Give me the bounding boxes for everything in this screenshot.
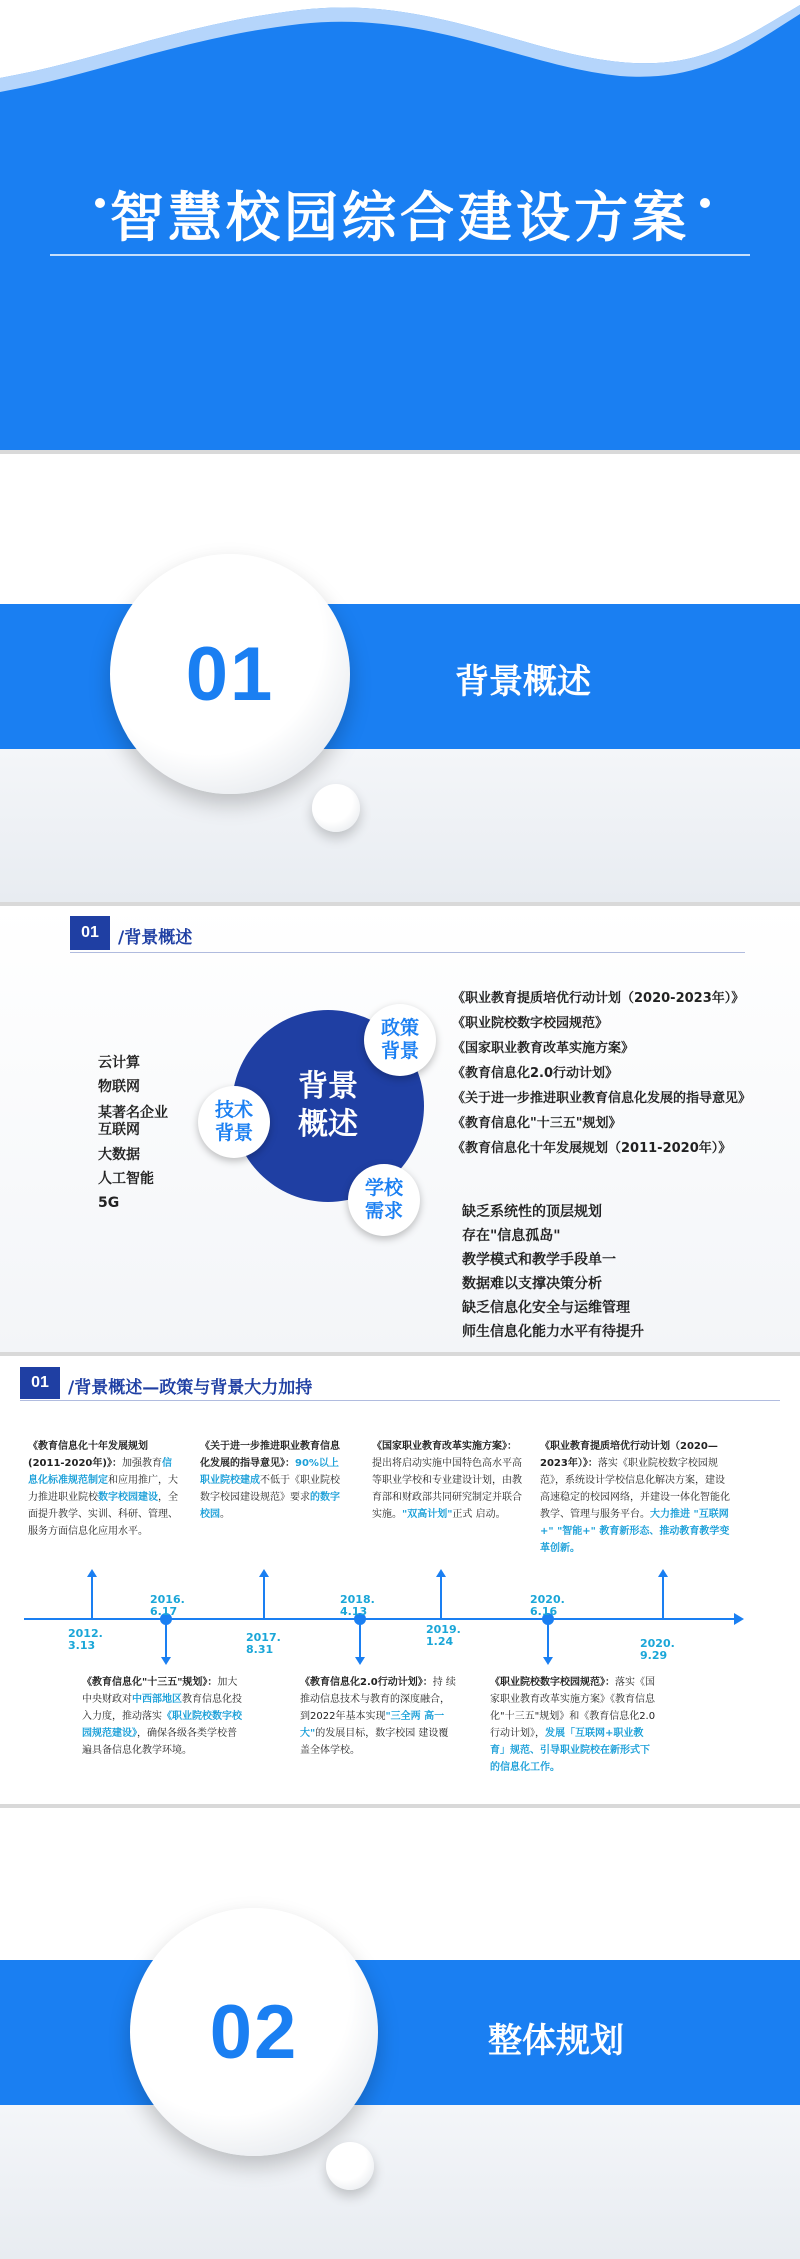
marker-stem [165, 1619, 167, 1659]
note-highlight: "三全两 高一大" [300, 1711, 445, 1739]
policy-item: 《关于进一步推进职业教育信息化发展的指导意见》 [452, 1091, 752, 1106]
timeline-date: 2020.9.29 [640, 1637, 675, 1662]
note-text: 的发展目标，数字校园 建设覆盖全体学校。 [300, 1728, 449, 1756]
section-band [0, 1960, 800, 2105]
section-title: 整体规划 [488, 2021, 624, 2061]
policy-note-bottom [82, 1674, 242, 1759]
marker-arrow-up [259, 1569, 269, 1577]
cover-slide [0, 0, 800, 450]
policy-item: 《教育信息化十年发展规划（2011-2020年）》 [452, 1141, 732, 1156]
tech-circle-line: 技术 [214, 1099, 253, 1121]
note-highlight: 的数字 校园 [200, 1492, 340, 1520]
marker-arrow-down [355, 1657, 365, 1665]
note-title: 《教育信息化"十三五"规划》： [82, 1677, 218, 1688]
decor-small-circle [326, 2142, 374, 2190]
tech-item: 互联网 [98, 1122, 140, 1138]
tech-item: 大数据 [98, 1147, 140, 1163]
tech-item: 人工智能 [98, 1171, 154, 1187]
policy-note-bottom [490, 1674, 658, 1776]
marker-arrow-up [436, 1569, 446, 1577]
note-title: 《国家职业教育改革实施方案》： [372, 1441, 517, 1452]
section-slide-02 [0, 1808, 800, 2259]
school-needs-circle [348, 1164, 420, 1236]
section-number: 01 [185, 631, 275, 717]
section-background [0, 2105, 800, 2259]
section-title: 背景概述 [455, 662, 591, 702]
school-circle-line: 学校 [364, 1177, 403, 1199]
note-text: 持 续推动信息技术与教育的深度融合，到2022年基本实现 [300, 1677, 456, 1722]
policy-item: 《国家职业教育改革实施方案》 [452, 1041, 635, 1056]
note-text: 加强教育 [121, 1458, 162, 1469]
note-text: 落实《职业院校数字校园规范》，系统设计学校信息化解决方案，建设高速稳定的校园网络，并建设一体化智能化教学、管理与服务平台。 [540, 1458, 730, 1520]
policy-note-top [540, 1438, 730, 1557]
marker-arrow-up [87, 1569, 97, 1577]
timeline-date: 2018.4.13 [340, 1593, 375, 1618]
header-number-box: 01 [70, 916, 110, 950]
note-highlight: 信息化标准规范制定 [28, 1458, 172, 1486]
tech-item: 物联网 [98, 1079, 140, 1095]
policy-timeline-slide [0, 1356, 800, 1804]
title-underline [50, 254, 750, 256]
section-number: 02 [209, 1989, 299, 2075]
header-title: /背景概述—政策与背景大力加持 [68, 1378, 313, 1398]
note-title: 《教育信息化十年发展规划 (2011-2020年)》： [28, 1441, 148, 1469]
policy-background-circle [364, 1004, 436, 1076]
note-text: 正式 启动。 [452, 1509, 506, 1520]
note-text: 加大中央财政对 [82, 1677, 238, 1705]
section-background [0, 749, 800, 902]
marker-stem [91, 1576, 93, 1618]
policy-note-bottom [300, 1674, 458, 1759]
tech-item: 云计算 [98, 1055, 140, 1071]
issue-item: 教学模式和教学手段单一 [462, 1252, 616, 1268]
center-label-line: 背景 [298, 1069, 358, 1104]
marker-arrow-up [658, 1569, 668, 1577]
decor-small-circle [312, 784, 360, 832]
issue-item: 缺乏系统性的顶层规划 [462, 1204, 602, 1220]
note-highlight: 数字校园建设 [98, 1492, 158, 1503]
issue-item: 师生信息化能力水平有待提升 [462, 1324, 644, 1340]
note-highlight: 《职业院校数字校园规范建设》 [82, 1711, 242, 1739]
marker-stem [359, 1619, 361, 1659]
note-title: 《教育信息化2.0行动计划》： [300, 1677, 433, 1688]
timeline-arrow [734, 1613, 744, 1625]
timeline-date: 2017.8.31 [246, 1631, 281, 1656]
note-text: 不低于《职业院校 数字校园建设规范》要求 [200, 1475, 340, 1503]
section-number-circle [110, 554, 350, 794]
background-overview-slide [0, 906, 800, 1352]
note-highlight: 90%以上 职业院校建成 [200, 1458, 339, 1486]
note-text: ，全面提升教学、实训、科研、管理、服务方面信息化应用水平。 [28, 1492, 178, 1537]
note-title: 《关于进一步推进职业教育信息化发展的指导意见》： [200, 1441, 340, 1469]
note-title: 《职业院校数字校园规范》： [490, 1677, 615, 1688]
policy-item: 《教育信息化2.0行动计划》 [452, 1066, 619, 1081]
tech-list [98, 1051, 168, 1215]
issue-list [462, 1200, 644, 1344]
note-text: 。 [220, 1509, 230, 1520]
center-label-line: 概述 [298, 1107, 358, 1142]
note-text: 落实《国家职业教育改革实施方案》《教育信息化"十三五"规划》和《教育信息化2.0行动计划》， [490, 1677, 656, 1739]
timeline-date: 2016.6.17 [150, 1593, 185, 1618]
note-highlight: 发展「互联网+职业教育」规范、引导职业院校在新形式下的信息化工作。 [490, 1728, 650, 1773]
policy-item: 《职业院校数字校园规范》 [452, 1016, 609, 1031]
note-text: 和应用推广，大力推进职业院校 [28, 1475, 178, 1503]
timeline-date: 2020.6.16 [530, 1593, 565, 1618]
school-circle-line: 需求 [364, 1200, 403, 1222]
policy-note-top [200, 1438, 348, 1523]
marker-stem [547, 1619, 549, 1659]
header-title: /背景概述 [118, 928, 193, 948]
note-highlight: 中西部地区 [132, 1694, 182, 1705]
policy-note-top [372, 1438, 522, 1523]
header-line [20, 1400, 780, 1401]
tech-item: 5G [98, 1195, 120, 1211]
note-text: ，确保各级各类学校普遍具备信息化教学环境。 [82, 1728, 237, 1756]
policy-circle-line: 政策 [380, 1017, 419, 1039]
section-slide-01 [0, 454, 800, 902]
policy-note-top [28, 1438, 178, 1540]
marker-arrow-down [161, 1657, 171, 1665]
marker-stem [662, 1576, 664, 1618]
note-highlight: 大力推进 "互联网+" "智能+" 教育新形态、推动教育教学变革创新。 [540, 1509, 730, 1554]
title-dot-right [700, 198, 710, 208]
policy-item: 《职业教育提质培优行动计划（2020-2023年）》 [452, 991, 745, 1006]
marker-arrow-down [543, 1657, 553, 1665]
note-title: 《职业教育提质培优行动计划（2020—2023年）》： [540, 1441, 718, 1469]
section-number-circle [130, 1908, 378, 2156]
issue-item: 缺乏信息化安全与运维管理 [462, 1300, 630, 1316]
tech-item: 某著名企业 [98, 1105, 168, 1121]
policy-item: 《教育信息化"十三五"规划》 [452, 1116, 622, 1131]
note-text: 提出将启动实施中国特色高水平高等职业学校和专业建设计划，由教育部和财政部共同研究制定并联合实施。 [372, 1458, 522, 1520]
tech-background-circle [198, 1086, 270, 1158]
timeline-date: 2019.1.24 [426, 1623, 461, 1648]
policy-circle-line: 背景 [380, 1040, 419, 1062]
header-number-box: 01 [20, 1367, 60, 1399]
policy-list [452, 986, 751, 1161]
cover-title: 智慧校园综合建设方案 [110, 186, 690, 249]
header-line [70, 952, 745, 953]
tech-circle-line: 背景 [214, 1122, 253, 1144]
marker-stem [440, 1576, 442, 1618]
note-text: 教育信息化投入力度，推动落实 [82, 1694, 242, 1722]
issue-item: 存在"信息孤岛" [462, 1228, 561, 1244]
timeline-date: 2012.3.13 [68, 1627, 103, 1652]
note-highlight: "双高计划" [402, 1509, 453, 1520]
issue-item: 数据难以支撑决策分析 [462, 1276, 602, 1292]
marker-stem [263, 1576, 265, 1618]
timeline-axis [24, 1618, 736, 1620]
